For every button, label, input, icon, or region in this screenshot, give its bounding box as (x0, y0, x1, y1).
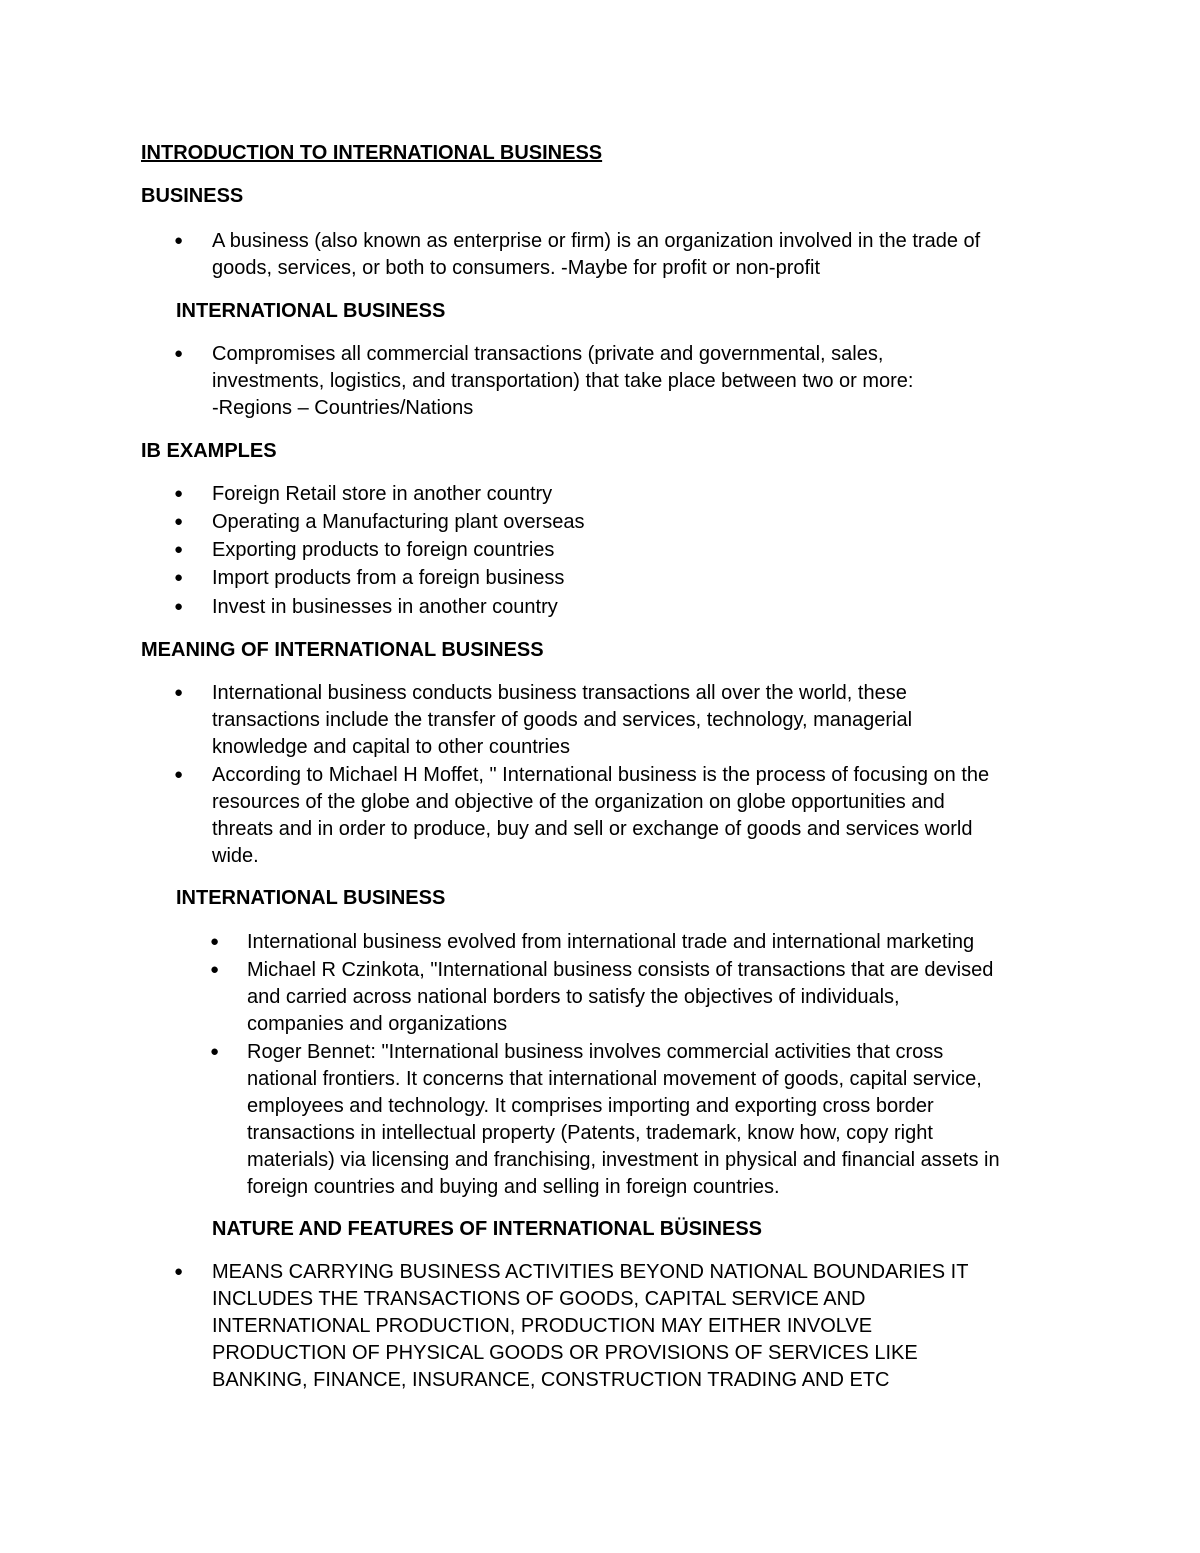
bullet-icon: ● (174, 766, 184, 783)
bullet-icon: ● (174, 598, 184, 615)
list-item-line: PRODUCTION OF PHYSICAL GOODS OR PROVISIONS OF SERVICES LIKE (212, 1342, 918, 1364)
bullet-icon: ● (210, 933, 220, 950)
list-item-line: transactions include the transfer of goods and services, technology, managerial (212, 709, 913, 731)
list-item: Exporting products to foreign countries (212, 539, 555, 561)
list-item-line: national frontiers. It concerns that international movement of goods, capital service, (247, 1068, 982, 1090)
list-item-line: knowledge and capital to other countries (212, 736, 571, 758)
section-heading-international-business: INTERNATIONAL BUSINESS (176, 300, 446, 322)
list-item-line: International business evolved from international trade and international marketing (247, 931, 975, 953)
list-item-line: foreign countries and buying and selling in foreign countries. (247, 1176, 780, 1198)
bullet-icon: ● (174, 569, 184, 586)
list-item-line: MEANS CARRYING BUSINESS ACTIVITIES BEYOND NATIONAL BOUNDARIES IT (212, 1261, 969, 1283)
list-item-line: materials) via licensing and franchising, investment in physical and financial assets in (247, 1149, 1000, 1171)
list-item-line: A business (also known as enterprise or firm) is an organization involved in the trade of (212, 230, 981, 252)
bullet-icon: ● (210, 961, 220, 978)
list-item-line: companies and organizations (247, 1013, 508, 1035)
bullet-icon: ● (210, 1043, 220, 1060)
list-item-line: International business conducts business transactions all over the world, these (212, 682, 907, 704)
list-item-line: employees and technology. It comprises importing and exporting cross border (247, 1095, 934, 1117)
list-item-line: goods, services, or both to consumers. -Maybe for profit or non-profit (212, 257, 821, 279)
section-heading-meaning: MEANING OF INTERNATIONAL BUSINESS (141, 639, 544, 661)
bullet-icon: ● (174, 345, 184, 362)
list-item-line: According to Michael H Moffet, " International business is the process of focusing on the (212, 764, 990, 786)
list-item-line: and carried across national borders to satisfy the objectives of individuals, (247, 986, 900, 1008)
list-item: Operating a Manufacturing plant overseas (212, 511, 585, 533)
section-heading-business: BUSINESS (141, 185, 244, 207)
bullet-icon: ● (174, 513, 184, 530)
bullet-icon: ● (174, 232, 184, 249)
list-item-line: -Regions – Countries/Nations (212, 397, 474, 419)
bullet-icon: ● (174, 541, 184, 558)
list-item-line: Roger Bennet: "International business involves commercial activities that cross (247, 1041, 944, 1063)
bullet-icon: ● (174, 485, 184, 502)
section-heading-nature: NATURE AND FEATURES OF INTERNATIONAL BÜSINESS (212, 1218, 763, 1240)
list-item-line: transactions in intellectual property (Patents, trademark, know how, copy right (247, 1122, 933, 1144)
list-item: Import products from a foreign business (212, 567, 565, 589)
bullet-icon: ● (174, 684, 184, 701)
list-item-line: threats and in order to produce, buy and sell or exchange of goods and services world (212, 818, 973, 840)
list-item-line: INTERNATIONAL PRODUCTION, PRODUCTION MAY EITHER INVOLVE (212, 1315, 873, 1337)
section-heading-international-business-2: INTERNATIONAL BUSINESS (176, 887, 446, 909)
list-item: Invest in businesses in another country (212, 596, 558, 618)
list-item-line: INCLUDES THE TRANSACTIONS OF GOODS, CAPITAL SERVICE AND (212, 1288, 866, 1310)
section-heading-ib-examples: IB EXAMPLES (141, 440, 277, 462)
list-item-line: Michael R Czinkota, "International business consists of transactions that are devised (247, 959, 994, 981)
list-item-line: investments, logistics, and transportation) that take place between two or more: (212, 370, 914, 392)
list-item-line: BANKING, FINANCE, INSURANCE, CONSTRUCTION TRADING AND ETC (212, 1369, 890, 1391)
bullet-icon: ● (174, 1263, 184, 1280)
list-item: Foreign Retail store in another country (212, 483, 553, 505)
list-item-line: wide. (212, 845, 259, 867)
list-item-line: resources of the globe and objective of the organization on globe opportunities and (212, 791, 945, 813)
list-item-line: Compromises all commercial transactions (private and governmental, sales, (212, 343, 884, 365)
document-title: INTRODUCTION TO INTERNATIONAL BUSINESS (141, 142, 603, 164)
